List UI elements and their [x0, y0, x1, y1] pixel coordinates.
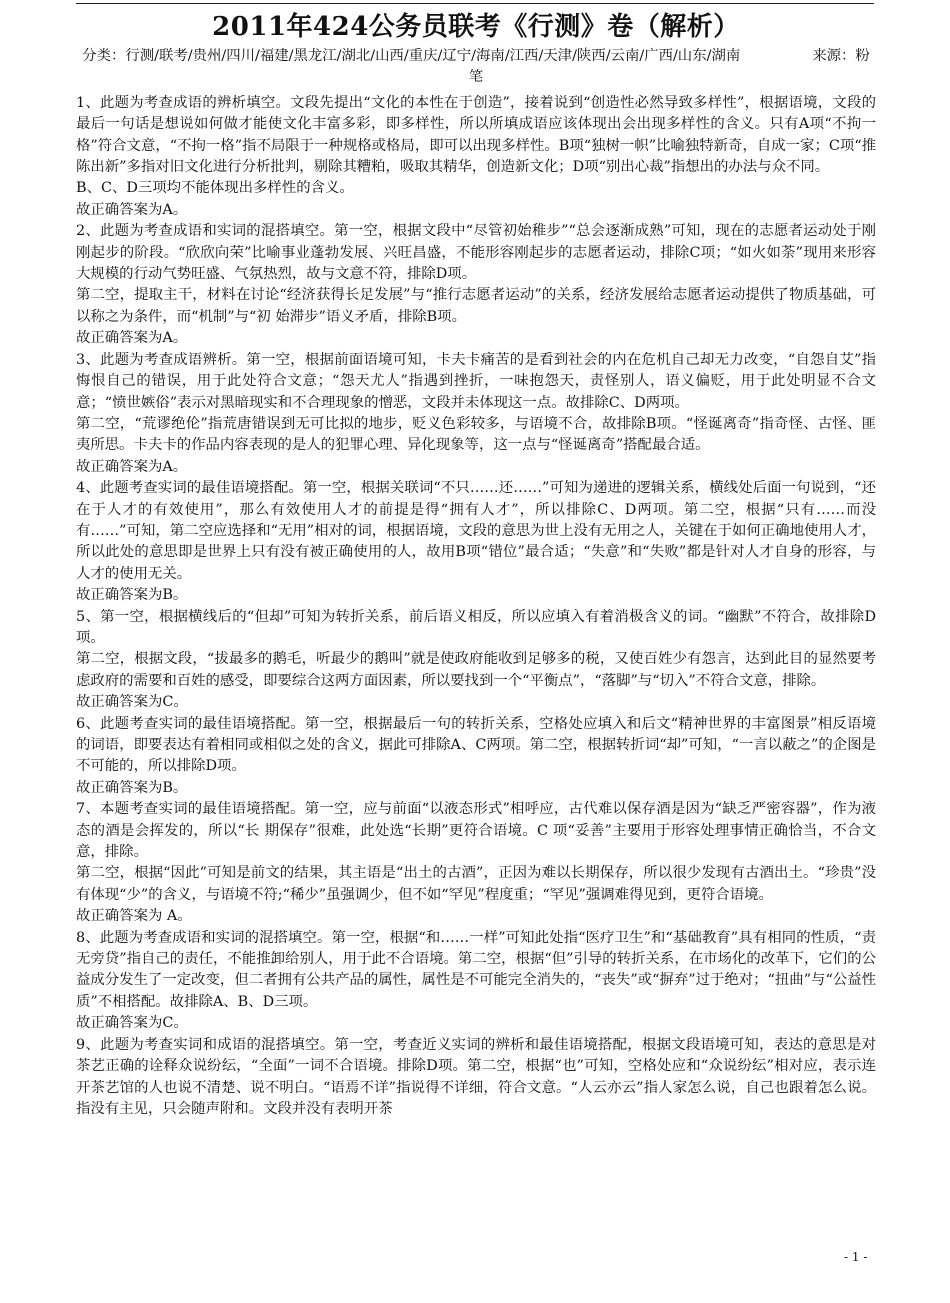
paragraph: 第二空，“荒谬绝伦”指荒唐错误到无可比拟的地步，贬义色彩较多，与语境不合，故排除B项。“怪诞离奇”指奇怪、古怪、匪夷所思。卡夫卡的作品内容表现的是人的犯罪心理、异化现象等，这一点与“怪诞离奇”搭配最合适。: [76, 415, 876, 454]
paragraph: 6、此题考查实词的最佳语境搭配。第一空，根据最后一句的转折关系，空格处应填入和后文“精神世界的丰富图景”相反语境的词语，即要表达有着相同或相似之处的含义，据此可排除A、C两项。第二空，根据转折词“却”可知，“一言以蔽之”的企图是不可能的，所以排除D项。: [76, 715, 876, 775]
paragraph: B、C、D三项均不能体现出多样性的含义。: [76, 180, 354, 197]
paragraph: 2、此题为考查成语和实词的混搭填空。第一空，根据文段中“尽管初始稚步”“总会逐渐成熟”可知，现在的志愿者运动处于刚刚起步的阶段。“欣欣向荣”比喻事业蓬勃发展、兴旺昌盛，不能形容刚起步的志愿者运动，排除C项；“如火如荼”现用来形容大规模的行动气势旺盛、气氛热烈，故与文意不符，排除D项。: [76, 223, 876, 283]
paragraph: 7、本题考查实词的最佳语境搭配。第一空，应与前面“以液态形式”相呼应，古代难以保存酒是因为“缺乏严密容器”，作为液态的酒是会挥发的，所以“长 期保存”很难，此处选“长期”更符合语境。C 项“妥善”主要用于形容处理事情正确恰当，不合文意，排除。: [76, 801, 876, 861]
paragraph: 第二空，根据“因此”可知是前文的结果，其主语是“出土的古酒”，正因为难以长期保存，所以很少发现有古酒出土。“珍贵”没有体现“少”的含义，与语境不符;“稀少”虽强调少，但不如“罕见”程度重；“罕见”强调难得见到，更符合语境。: [76, 865, 876, 903]
paragraph: 故正确答案为C。: [76, 694, 188, 711]
paragraph: 5、第一空，根据横线后的“但却”可知为转折关系，前后语义相反，所以应填入有着消极含义的词。“幽默”不符合，故排除D项。: [76, 608, 876, 646]
paragraph: 故正确答案为B。: [76, 587, 188, 604]
paragraph: 9、此题为考查实词和成语的混搭填空。第一空，考查近义实词的辨析和最佳语境搭配，根据文段语境可知，表达的意思是对茶艺正确的诠释众说纷纭，“全面”一词不合语境。排除D项。第二空，根据“也”可知，空格处应和“众说纷纭”相对应，表示连开茶艺馆的人也说不清楚、说不明白。“语焉不详”指说得不详细，符合文意。“人云亦云”指人家怎么说，自己也跟着怎么说。指没有主见，只会随声附和。文段并没有表明开茶: [76, 1036, 876, 1117]
paragraph: 故正确答案为C。: [76, 1015, 188, 1032]
paragraph: 第二空，根据文段，“拔最多的鹅毛，听最少的鹅叫”就是使政府能收到足够多的税，又使百姓少有怨言，达到此目的显然要考虑政府的需要和百姓的感受，即要综合这两方面因素，所以要找到一个“平衡点”，“落脚”与“切入”不符合文意，排除。: [76, 651, 876, 689]
header-rule: [76, 3, 874, 4]
paragraph: 1、此题为考查成语的辨析填空。文段先提出“文化的本性在于创造”，接着说到“创造性必然导致多样性”，根据语境，文段的最后一句话是想说如何做才能使文化丰富多彩，即多样性，所以所填成语应该体现出会出现多样性的含义。只有A项“不拘一格”符合文意，“不拘一格”指不局限于一种规格或格局，即可以出现多样性。B项“独树一帜”比喻独特新奇，自成一家；C项“推陈出新”多指对旧文化进行分析批判，剔除其糟粕，吸取其精华，创造新文化；D项“别出心裁”指想出的办法与众不同。: [76, 94, 876, 176]
paragraph: 故正确答案为A。: [76, 201, 188, 218]
document-meta: [76, 46, 876, 89]
source-line: 来源：粉笔: [468, 48, 870, 86]
paragraph: 第二空，提取主干，材料在讨论“经济获得长足发展”与“推行志愿者运动”的关系，经济发展给志愿者运动提供了物质基础，可以称之为条件，而“机制”与“初 始滞步”语义矛盾，排除B项。: [76, 287, 876, 325]
paragraph: 8、此题为考查成语和实词的混搭填空。第一空，根据“和……一样”可知此处指“医疗卫生”和“基础教育”具有相同的性质，“责无旁贷”指自己的责任，不能推卸给别人，用于此不合语境。第二空，根据“但”引导的转折关系，在市场化的改革下，它们的公益成分发生了一定改变，但二者拥有公共产品的属性，属性是不可能完全消失的，“丧失”或“摒弃”过于绝对；“扭曲”与“公益性质”不相搭配。故排除A、B、D三项。: [76, 929, 876, 1010]
document-body: [76, 93, 876, 1121]
paragraph: 故正确答案为A。: [76, 330, 188, 347]
paragraph: 故正确答案为 A。: [76, 908, 192, 925]
document-page: [76, 8, 876, 1120]
page-title: 2011年424公务员联考《行测》卷（解析）: [212, 12, 740, 42]
paragraph: 故正确答案为B。: [76, 779, 188, 796]
page-number: - 1 -: [844, 1250, 868, 1264]
paragraph: 故正确答案为A。: [76, 458, 188, 475]
category-line: 分类：行测/联考/贵州/四川/福建/黑龙江/湖北/山西/重庆/辽宁/海南/江西/天津/陕西/云南/广西/山东/湖南: [82, 48, 741, 64]
paragraph: 4、此题考查实词的最佳语境搭配。第一空，根据关联词“不只……还……”可知为递进的逻辑关系，横线处后面一句说到，“还在于人才的有效使用”，那么有效使用人才的前提是得“拥有人才”，所以排除C、D两项。第二空，根据“只有……而没有……”可知，第二空应选择和“无用”相对的词，根据语境，文段的意思为世上没有无用之人，关键在于如何正确地使用人才，所以此处的意思即是世界上只有没有被正确使用的人，故用B项“错位”最合适；“失意”和“失败”都是针对人才自身的形容，与人才的使用无关。: [76, 480, 876, 582]
paragraph: 3、此题为考查成语辨析。第一空，根据前面语境可知，卡夫卡痛苦的是看到社会的内在危机自己却无力改变，“自怨自艾”指悔恨自己的错误，用于此处符合文意；“怨天尤人”指遇到挫折，一味抱怨天，责怪别人，语义偏贬，用于此处明显不合文意；“愤世嫉俗”表示对黑暗现实和不合理现象的憎恶，文段并未体现这一点。故排除C、D两项。: [76, 351, 876, 411]
